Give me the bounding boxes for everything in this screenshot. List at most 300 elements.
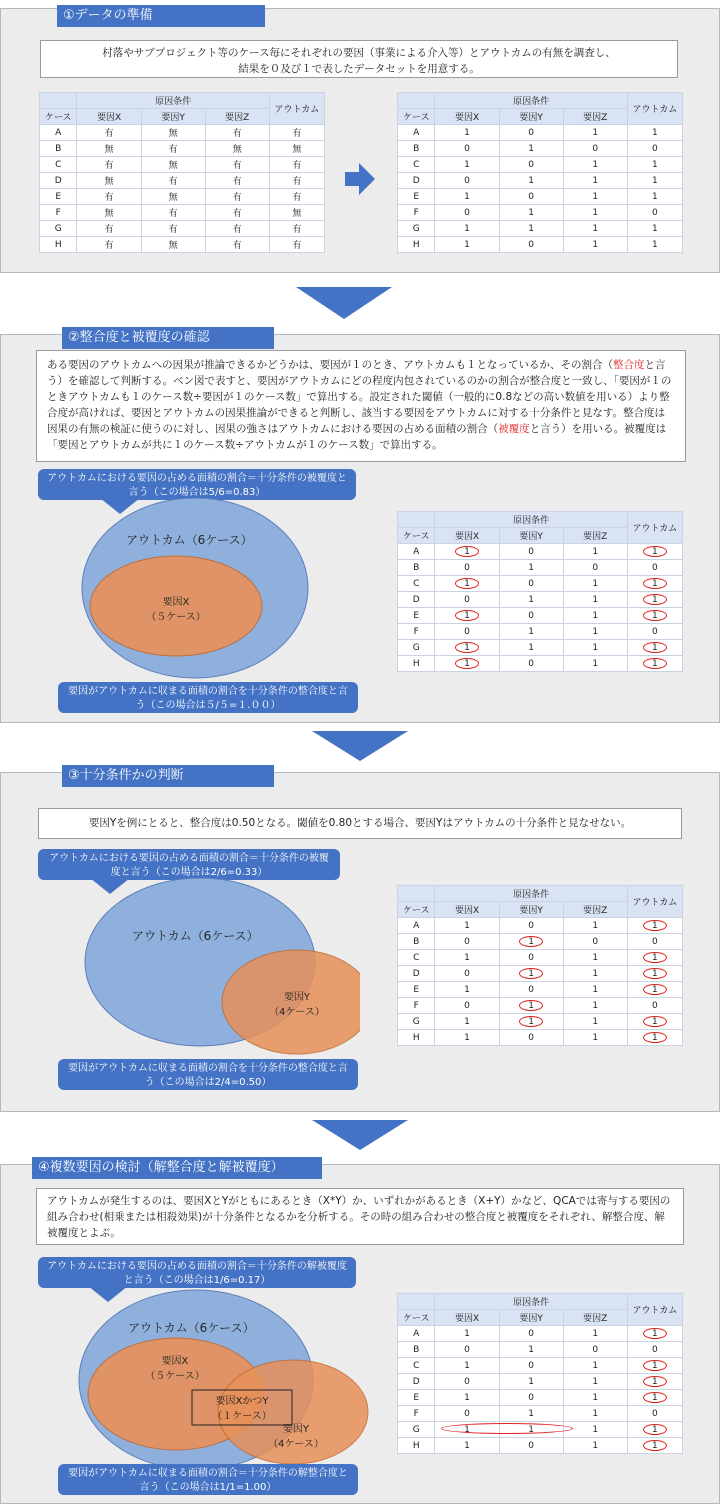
table-header-outcome: アウトカム xyxy=(627,886,682,918)
table-cell: 1 xyxy=(563,1326,627,1342)
table-header-y: 要因Y xyxy=(499,902,563,918)
table-cell: 1 xyxy=(563,1358,627,1374)
table-cell: 1 xyxy=(435,1358,499,1374)
table-header-z: 要因Z xyxy=(205,109,269,125)
table-row xyxy=(398,1342,683,1358)
table-cell: 0 xyxy=(627,141,682,157)
table-cell: 1 xyxy=(563,1390,627,1406)
down-arrow-icon xyxy=(296,287,392,319)
table-row xyxy=(398,982,683,998)
table-row xyxy=(398,950,683,966)
table-cell-case: E xyxy=(398,1390,435,1406)
table-cell: 1 xyxy=(563,998,627,1014)
table-cell: 1 xyxy=(499,560,563,576)
table-cell: 1 xyxy=(563,982,627,998)
table-header-x: 要因X xyxy=(77,109,141,125)
table-header-group: 原因条件 xyxy=(77,93,269,109)
table-cell: 1 xyxy=(563,221,627,237)
table-cell-case: H xyxy=(398,1438,435,1454)
s2-outcome-label: アウトカム（6ケース） xyxy=(126,533,253,547)
table-header-group: 原因条件 xyxy=(435,1294,627,1310)
table-cell: 有 xyxy=(205,205,269,221)
table-row xyxy=(398,918,683,934)
table-cell-case: A xyxy=(40,125,77,141)
table-cell: 1 xyxy=(627,982,682,998)
table-cell: 1 xyxy=(435,1422,499,1438)
table-cell: 有 xyxy=(205,237,269,253)
table-header-z: 要因Z xyxy=(563,1310,627,1326)
table-cell: 1 xyxy=(435,1326,499,1342)
table-cell: 1 xyxy=(627,1374,682,1390)
table-cell: 1 xyxy=(563,205,627,221)
table-cell: 1 xyxy=(563,1438,627,1454)
table-cell: 1 xyxy=(499,1374,563,1390)
table-cell-case: D xyxy=(398,1374,435,1390)
table-row xyxy=(398,544,683,560)
table-cell: 0 xyxy=(499,1030,563,1046)
table-cell-case: A xyxy=(398,125,435,141)
table-cell: 0 xyxy=(499,1358,563,1374)
table-cell-case: F xyxy=(40,205,77,221)
table-cell: 有 xyxy=(77,237,141,253)
table-cell: 1 xyxy=(435,221,499,237)
table-cell: 1 xyxy=(499,1014,563,1030)
s4-xy-label-2: （１ケース） xyxy=(212,1411,272,1422)
table-cell: 1 xyxy=(563,544,627,560)
table-cell: 無 xyxy=(141,237,205,253)
table-cell-case: D xyxy=(40,173,77,189)
table-cell: 1 xyxy=(563,1014,627,1030)
table-cell: 1 xyxy=(627,221,682,237)
table-row xyxy=(398,1374,683,1390)
table-row xyxy=(398,1014,683,1030)
table-cell: 1 xyxy=(627,1358,682,1374)
table-cell: 0 xyxy=(627,1406,682,1422)
table-cell: 0 xyxy=(499,1438,563,1454)
table-header-case: ケース xyxy=(398,109,435,125)
table-cell: 0 xyxy=(563,560,627,576)
table-cell: 1 xyxy=(627,544,682,560)
table-cell: 0 xyxy=(435,141,499,157)
table-header-case: ケース xyxy=(398,528,435,544)
table-row xyxy=(398,624,683,640)
s4-coverage-callout: アウトカムにおける要因の占める面積の割合＝十分条件の解被覆度と言う（この場合は1/6=0.17） xyxy=(38,1257,356,1288)
s2-factor-label-1: 要因X xyxy=(162,597,190,608)
table-cell: 有 xyxy=(269,221,324,237)
table-header-outcome: アウトカム xyxy=(627,93,682,125)
table-cell: 無 xyxy=(77,205,141,221)
table-cell: 1 xyxy=(563,157,627,173)
table-cell: 1 xyxy=(499,205,563,221)
table-cell: 有 xyxy=(269,125,324,141)
table-cell-case: C xyxy=(398,950,435,966)
table-cell: 1 xyxy=(499,173,563,189)
table-cell: 1 xyxy=(627,656,682,672)
table-cell: 1 xyxy=(435,1030,499,1046)
table-cell: 0 xyxy=(499,237,563,253)
down-arrow-icon xyxy=(312,1120,408,1150)
table-cell: 0 xyxy=(627,560,682,576)
table-cell: 1 xyxy=(563,1374,627,1390)
table-cell: 1 xyxy=(627,640,682,656)
section-4-title: ④複数要因の検討（解整合度と解被覆度） xyxy=(32,1157,322,1179)
table-header-y: 要因Y xyxy=(141,109,205,125)
table-cell: 1 xyxy=(499,592,563,608)
table-row xyxy=(398,141,683,157)
table-cell: 有 xyxy=(269,157,324,173)
section-2-title: ②整合度と被覆度の確認 xyxy=(62,327,274,349)
table-cell: 無 xyxy=(77,141,141,157)
s3-consistency-callout: 要因がアウトカムに収まる面積の割合を十分条件の整合度と言う（この場合は2/4=0.50） xyxy=(58,1059,358,1090)
table-cell-case: E xyxy=(398,982,435,998)
s3-venn-diagram xyxy=(60,878,360,1068)
table-cell: 1 xyxy=(627,173,682,189)
table-cell: 1 xyxy=(435,157,499,173)
table-cell: 1 xyxy=(499,966,563,982)
table-cell: 1 xyxy=(435,189,499,205)
table-cell: 有 xyxy=(205,173,269,189)
table-cell: 1 xyxy=(627,189,682,205)
table-cell: 0 xyxy=(435,1374,499,1390)
table-cell-case: E xyxy=(398,189,435,205)
table-row xyxy=(40,173,325,189)
table-row xyxy=(398,1406,683,1422)
s4-y-label-2: （4ケース） xyxy=(268,1439,324,1450)
table-cell: 1 xyxy=(627,592,682,608)
s3-factor-label-2: （4ケース） xyxy=(269,1007,325,1018)
table-header-blank xyxy=(40,93,77,109)
s2-factor-label-2: （５ケース） xyxy=(146,612,206,623)
table-cell: 0 xyxy=(563,1342,627,1358)
table-header-blank xyxy=(398,1294,435,1310)
table-cell: 0 xyxy=(627,624,682,640)
table-cell: 0 xyxy=(435,1342,499,1358)
table-cell: 0 xyxy=(499,982,563,998)
table-cell: 1 xyxy=(563,125,627,141)
table-cell-case: F xyxy=(398,998,435,1014)
table-cell: 1 xyxy=(435,982,499,998)
table-cell: 1 xyxy=(499,640,563,656)
table-cell: 0 xyxy=(563,141,627,157)
table-cell: 有 xyxy=(269,189,324,205)
table-cell: 有 xyxy=(141,141,205,157)
table-row xyxy=(398,1390,683,1406)
table-row xyxy=(398,592,683,608)
table-row xyxy=(398,656,683,672)
table-row xyxy=(398,173,683,189)
table-row xyxy=(40,125,325,141)
table-cell: 1 xyxy=(435,656,499,672)
s4-outcome-label: アウトカム（6ケース） xyxy=(128,1321,255,1335)
table-cell: 無 xyxy=(141,189,205,205)
table-cell: 無 xyxy=(269,205,324,221)
table-row xyxy=(398,576,683,592)
table-cell: 1 xyxy=(435,640,499,656)
table-row xyxy=(398,1358,683,1374)
s2-coverage-callout: アウトカムにおける要因の占める面積の割合＝十分条件の被覆度と言う（この場合は5/6=0.83） xyxy=(38,469,356,500)
table-cell-case: E xyxy=(398,608,435,624)
table-cell: 1 xyxy=(499,624,563,640)
section-1-desc-line1: 村落やサブプロジェクト等のケース毎にそれぞれの要因（事業による介入等）とアウトカムの有無を調査し、 xyxy=(102,47,616,59)
table-row xyxy=(40,189,325,205)
table-cell: 1 xyxy=(499,221,563,237)
table-cell: 1 xyxy=(499,934,563,950)
table-row xyxy=(398,237,683,253)
table-header-outcome: アウトカム xyxy=(269,93,324,125)
s2-desc-consistency: 整合度 xyxy=(612,359,645,371)
table-cell-case: H xyxy=(398,237,435,253)
table-cell: 有 xyxy=(77,157,141,173)
table-header-group: 原因条件 xyxy=(435,886,627,902)
section-3-description: 要因Yを例にとると、整合度は0.50となる。閾値を0.80とする場合、要因Yはアウトカムの十分条件と見なせない。 xyxy=(38,808,682,839)
table-header-z: 要因Z xyxy=(563,528,627,544)
table-cell-case: A xyxy=(398,1326,435,1342)
table-cell-case: C xyxy=(398,576,435,592)
table-cell: 有 xyxy=(77,221,141,237)
table-header-outcome: アウトカム xyxy=(627,512,682,544)
table-cell: 1 xyxy=(563,237,627,253)
table-row xyxy=(398,1438,683,1454)
table-row xyxy=(398,1422,683,1438)
table-cell: 1 xyxy=(499,1422,563,1438)
s3-factor-label-1: 要因Y xyxy=(283,992,311,1003)
table-cell: 無 xyxy=(141,157,205,173)
table-cell: 有 xyxy=(77,125,141,141)
table-cell: 0 xyxy=(435,560,499,576)
table-cell-case: D xyxy=(398,173,435,189)
table-cell: 1 xyxy=(563,918,627,934)
s2-desc-part2: と言う）を確認して判断する。ベン図で表すと、要因がアウトカムにどの程度内包されているのかの割合が整合度と一致し、「要因が１のときアウトカムも１のケース数÷要因が１のケース数」で算出する。設定された閾値（一般的に0.8などの高い数値を用いる）より整合度が高ければ、要因とアウトカムの因果推論ができると判断し、該当する要因をアウトカムに対する十分条件と見なす。整合度は因果の有無の検証に使うのに対し、因果の強さはアウトカムにおける要因の占める面積の割合（ xyxy=(47,359,672,435)
table-cell: 1 xyxy=(435,1438,499,1454)
table-cell-case: H xyxy=(398,1030,435,1046)
table-cell-case: G xyxy=(398,221,435,237)
table-cell: 0 xyxy=(435,1406,499,1422)
table-cell: 0 xyxy=(499,157,563,173)
table-cell: 0 xyxy=(499,950,563,966)
s2-venn-diagram xyxy=(80,498,340,688)
section-4-description: アウトカムが発生するのは、要因XとYがともにあるとき（X*Y）か、いずれかがあるとき（X+Y）かなど、QCAでは寄与する要因の組み合わせ(相乗または相殺効果)が十分条件となるかを分析する。その時の組み合わせの整合度と被覆度をそれぞれ、解整合度、解被覆度とよぶ。 xyxy=(36,1188,684,1245)
table-cell: 有 xyxy=(205,189,269,205)
table-header-group: 原因条件 xyxy=(435,93,627,109)
table-cell: 1 xyxy=(435,1390,499,1406)
table-cell: 1 xyxy=(627,576,682,592)
table-cell: 1 xyxy=(627,1438,682,1454)
table-cell-case: G xyxy=(398,1014,435,1030)
table-cell: 0 xyxy=(435,966,499,982)
table-cell: 1 xyxy=(435,608,499,624)
table-cell: 0 xyxy=(435,998,499,1014)
table-cell: 0 xyxy=(499,1326,563,1342)
table-cell: 無 xyxy=(269,141,324,157)
table-row xyxy=(398,1030,683,1046)
s4-y-label-1: 要因Y xyxy=(282,1424,310,1435)
table-cell-case: H xyxy=(40,237,77,253)
section-2-description xyxy=(36,350,686,462)
s4-x-label-2: （５ケース） xyxy=(145,1371,205,1382)
table-cell: 1 xyxy=(627,950,682,966)
table-row xyxy=(40,237,325,253)
table-header-x: 要因X xyxy=(435,528,499,544)
table-cell: 有 xyxy=(77,189,141,205)
table-cell-case: E xyxy=(40,189,77,205)
s2-consistency-callout: 要因がアウトカムに収まる面積の割合を十分条件の整合度と言う（この場合は５/５=１.００） xyxy=(58,682,358,713)
table-row xyxy=(398,608,683,624)
table-header-x: 要因X xyxy=(435,109,499,125)
table-cell: 1 xyxy=(627,237,682,253)
table-cell: 0 xyxy=(435,624,499,640)
table-cell: 1 xyxy=(563,576,627,592)
table-cell: 1 xyxy=(499,1406,563,1422)
table-header-blank xyxy=(398,886,435,902)
table-cell: 0 xyxy=(627,998,682,1014)
text-data-table xyxy=(39,92,325,253)
table-cell: 1 xyxy=(627,125,682,141)
table-cell: 0 xyxy=(499,608,563,624)
table-cell: 1 xyxy=(563,640,627,656)
table-cell-case: G xyxy=(40,221,77,237)
table-cell: 1 xyxy=(563,656,627,672)
table-header-case: ケース xyxy=(398,1310,435,1326)
table-cell: 1 xyxy=(627,608,682,624)
table-row xyxy=(398,221,683,237)
table-cell-case: F xyxy=(398,205,435,221)
table-cell: 0 xyxy=(627,1342,682,1358)
table-cell: 1 xyxy=(627,157,682,173)
table-header-z: 要因Z xyxy=(563,109,627,125)
table-header-x: 要因X xyxy=(435,902,499,918)
table-cell: 有 xyxy=(141,205,205,221)
table-cell: 有 xyxy=(205,125,269,141)
table-header-outcome: アウトカム xyxy=(627,1294,682,1326)
table-cell: 1 xyxy=(627,1014,682,1030)
s2-desc-part3: と言う）を用いる。被覆度は「要因とアウトカムが共に１のケース数÷アウトカムが１のケース数」で算出する。 xyxy=(47,423,667,451)
table-header-z: 要因Z xyxy=(563,902,627,918)
table-row xyxy=(398,560,683,576)
s3-coverage-callout: アウトカムにおける要因の占める面積の割合＝十分条件の被覆度と言う（この場合は2/6=0.33） xyxy=(38,849,340,880)
table-cell: 有 xyxy=(141,173,205,189)
table-cell: 1 xyxy=(435,950,499,966)
table-cell-case: C xyxy=(398,157,435,173)
table-row xyxy=(398,966,683,982)
s4-x-label-1: 要因X xyxy=(161,1356,189,1367)
table-header-case: ケース xyxy=(398,902,435,918)
table-cell: 0 xyxy=(499,576,563,592)
s2-highlight-table xyxy=(397,511,683,672)
table-header-x: 要因X xyxy=(435,1310,499,1326)
table-cell: 0 xyxy=(435,173,499,189)
section-3-title: ③十分条件かの判断 xyxy=(62,765,274,787)
table-cell: 1 xyxy=(435,1014,499,1030)
table-cell: 有 xyxy=(141,221,205,237)
table-header-y: 要因Y xyxy=(499,1310,563,1326)
table-row xyxy=(398,1326,683,1342)
table-row xyxy=(40,157,325,173)
table-cell-case: A xyxy=(398,544,435,560)
table-cell: 有 xyxy=(205,221,269,237)
table-row xyxy=(40,221,325,237)
table-cell-case: B xyxy=(398,934,435,950)
table-cell: 1 xyxy=(563,1422,627,1438)
table-cell: 0 xyxy=(499,1390,563,1406)
table-cell-case: G xyxy=(398,1422,435,1438)
table-cell: 1 xyxy=(435,918,499,934)
s2-desc-coverage: 被覆度 xyxy=(498,423,530,435)
s3-highlight-table xyxy=(397,885,683,1046)
table-cell: 1 xyxy=(627,966,682,982)
table-cell: 1 xyxy=(435,544,499,560)
table-cell-case: B xyxy=(398,1342,435,1358)
table-cell: 無 xyxy=(205,141,269,157)
table-cell: 1 xyxy=(563,1030,627,1046)
table-cell: 1 xyxy=(563,966,627,982)
section-1-title: ①データの準備 xyxy=(57,5,265,27)
table-cell: 0 xyxy=(627,934,682,950)
table-header-y: 要因Y xyxy=(499,109,563,125)
s4-xy-label-1: 要因XかつY xyxy=(215,1396,269,1407)
table-header-blank xyxy=(398,512,435,528)
table-cell: 1 xyxy=(627,1030,682,1046)
section-1-description xyxy=(40,40,678,78)
table-cell: 1 xyxy=(563,1406,627,1422)
table-cell: 1 xyxy=(627,1422,682,1438)
table-cell-case: B xyxy=(398,560,435,576)
table-cell-case: B xyxy=(40,141,77,157)
table-cell: 1 xyxy=(627,1326,682,1342)
table-row xyxy=(398,205,683,221)
table-row xyxy=(40,141,325,157)
table-row xyxy=(398,640,683,656)
table-cell: 0 xyxy=(435,592,499,608)
table-header-group: 原因条件 xyxy=(435,512,627,528)
table-cell: 1 xyxy=(563,592,627,608)
table-cell: 1 xyxy=(563,624,627,640)
table-cell-case: F xyxy=(398,624,435,640)
table-cell: 1 xyxy=(435,576,499,592)
right-arrow-icon xyxy=(345,163,375,195)
table-cell: 1 xyxy=(563,173,627,189)
table-cell: 1 xyxy=(435,237,499,253)
table-cell-case: D xyxy=(398,592,435,608)
table-row xyxy=(398,157,683,173)
table-cell: 1 xyxy=(627,918,682,934)
table-cell: 無 xyxy=(141,125,205,141)
table-row xyxy=(398,189,683,205)
table-cell-case: C xyxy=(398,1358,435,1374)
table-cell: 0 xyxy=(627,205,682,221)
s4-consistency-callout: 要因がアウトカムに収まる面積の割合＝十分条件の解整合度と言う（この場合は1/1=1.00） xyxy=(58,1464,358,1495)
table-header-blank xyxy=(398,93,435,109)
table-cell: 1 xyxy=(563,189,627,205)
s4-highlight-table xyxy=(397,1293,683,1454)
s3-outcome-label: アウトカム（6ケース） xyxy=(132,929,259,943)
table-cell-case: A xyxy=(398,918,435,934)
table-cell-case: D xyxy=(398,966,435,982)
table-cell-case: B xyxy=(398,141,435,157)
table-cell: 0 xyxy=(499,544,563,560)
table-cell-case: H xyxy=(398,656,435,672)
table-cell-case: F xyxy=(398,1406,435,1422)
table-cell-case: G xyxy=(398,640,435,656)
table-cell: 0 xyxy=(435,934,499,950)
table-cell: 0 xyxy=(499,189,563,205)
numeric-data-table xyxy=(397,92,683,253)
table-row xyxy=(398,934,683,950)
table-row xyxy=(398,998,683,1014)
table-row xyxy=(398,125,683,141)
table-cell: 0 xyxy=(435,205,499,221)
table-cell: 有 xyxy=(269,173,324,189)
table-cell: 無 xyxy=(77,173,141,189)
